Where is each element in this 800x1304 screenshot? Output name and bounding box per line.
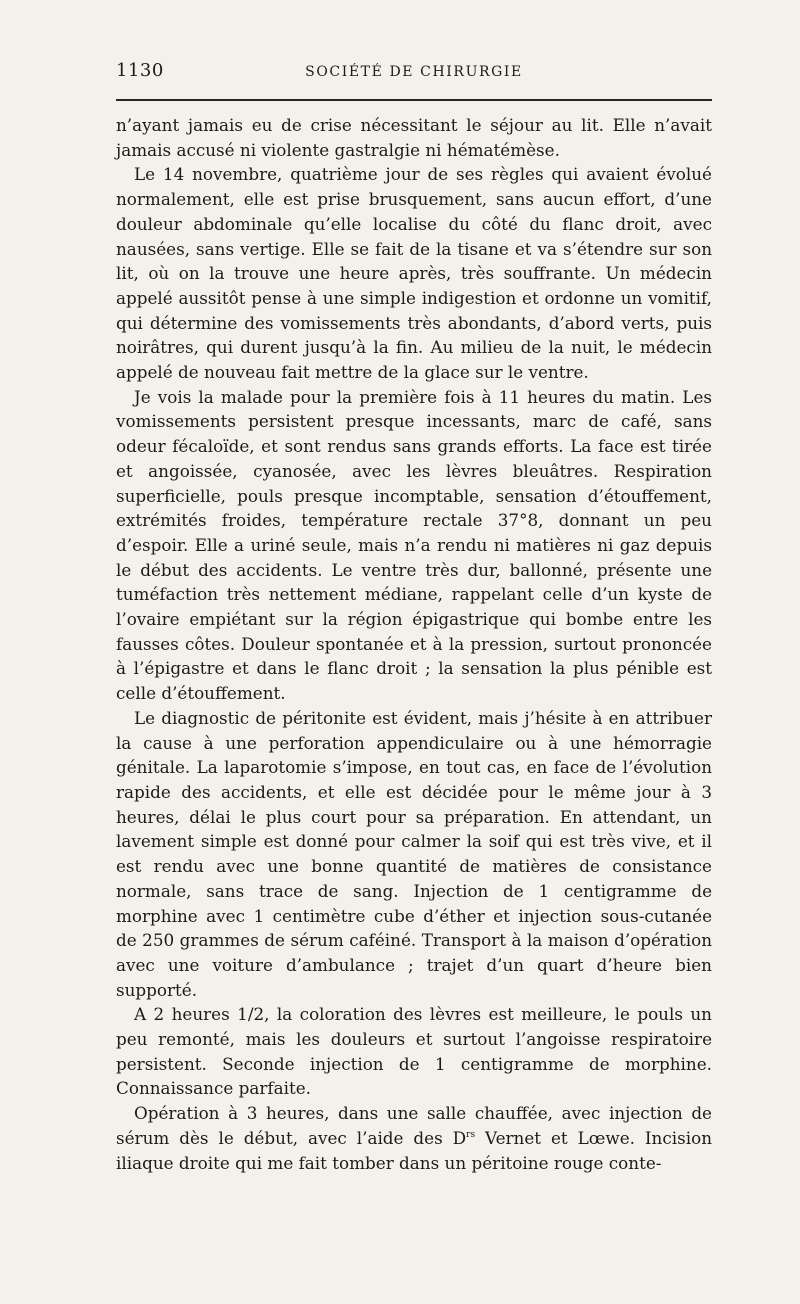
paragraph-5: A 2 heures 1/2, la coloration des lèvres est meilleure, le pouls un peu remonté, mais les douleurs et surtout l’angoisse respiratoire persistent. Seconde injection de 1 centigramme de morphine. Connaissance parfaite. <box>116 1004 712 1099</box>
doctors-superscript: rs <box>466 1129 476 1140</box>
body-text <box>116 113 712 1175</box>
paragraph-6 <box>116 1101 712 1175</box>
header-rule <box>116 99 712 101</box>
paragraph-1: n’ayant jamais eu de crise nécessitant le séjour au lit. Elle n’avait jamais accusé ni violente gastralgie ni hématémèse. <box>116 115 712 160</box>
page-header <box>116 60 712 88</box>
paragraph-2: Le 14 novembre, quatrième jour de ses règles qui avaient évolué normalement, elle est prise brusquement, sans aucun effort, d’une douleur abdominale qu’elle localise du côté du flanc droit, avec nausées, sans vertige. Elle se fait de la tisane et va s’étendre sur son lit, où on la trouve une heure après, très souffrante. Un médecin appelé aussitôt pense à une simple indigestion et ordonne un vomitif, qui détermine des vomissements très abondants, d’abord verts, puis noirâtres, qui durent jusqu’à la fin. Au milieu de la nuit, le médecin appelé de nouveau fait mettre de la glace sur le ventre. <box>116 164 712 383</box>
paragraph-6-end: Vernet et Lœwe. Incision iliaque droite qui me fait tomber dans un péritoine rouge conte- <box>116 1127 713 1173</box>
paragraph-4: Le diagnostic de péritonite est évident, mais j’hésite à en attribuer la cause à une perforation appendiculaire ou à une hémorragie génitale. La laparotomie s’impose, en tout cas, en face de l’évolution rapide des accidents, et elle est décidée pour le même jour à 3 heures, délai le plus court pour sa préparation. En attendant, un lavement simple est donné pour calmer la soif qui est très vive, et il est rendu avec une bonne quantité de matières de consistance normale, sans trace de sang. Injection de 1 centigramme de morphine avec 1 centimètre cube d’éther et injection sous-cutanée de 250 grammes de sérum caféiné. Transport à la maison d’opération avec une voiture d’ambulance ; trajet d’un quart d’heure bien supporté. <box>116 707 712 1000</box>
running-head: SOCIÉTÉ DE CHIRURGIE <box>305 64 523 80</box>
paragraph-3: Je vois la malade pour la première fois à 11 heures du matin. Les vomissements persistent presque incessants, marc de café, sans odeur fécaloïde, et sont rendus sans grands efforts. La face est tirée et angoissée, cyanosée, avec les lèvres bleuâtres. Respiration superficielle, pouls presque incomptable, sensation d’étouffement, extrémités froides, température rectale 37°8, donnant un peu d’espoir. Elle a uriné seule, mais n’a rendu ni matières ni gaz depuis le début des accidents. Le ventre très dur, ballonné, présente une tuméfaction très nettement médiane, rappelant celle d’un kyste de l’ovaire empiétant sur la région épigastrique qui bombe entre les fausses côtes. Douleur spontanée et à la pression, surtout prononcée à l’épigastre et dans le flanc droit ; la sensation la plus pénible est celle d’étouffement. <box>116 386 712 704</box>
paragraph-6-start: Opération à 3 heures, dans une salle chauffée, avec injection de sérum dès le début, avec l’aide des D <box>116 1103 712 1148</box>
page-number: 1130 <box>116 60 164 81</box>
